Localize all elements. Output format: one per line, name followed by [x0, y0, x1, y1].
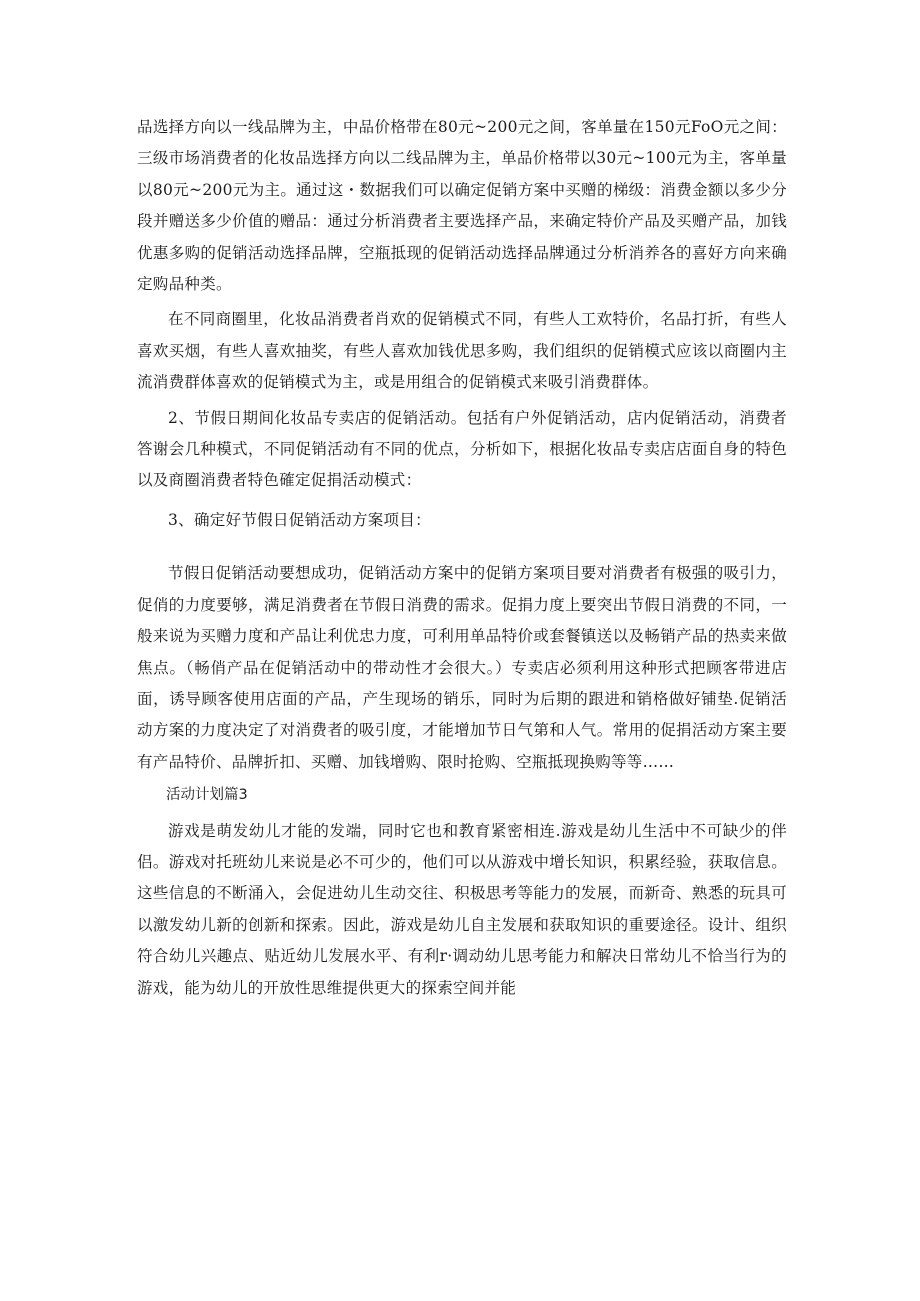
- paragraph-plan-items: 节假日促销活动要想成功，促销活动方案中的促销方案项目要对消费者有极强的吸引力，促俏的力度要够，满足消费者在节假日消费的需求。促捐力度上要突出节假日消费的不同，一般来说为买赠力度和产品让利优忠力度，可利用单品特价或套餐镇送以及畅销产品的热卖来做焦点。（畅俏产品在促销活动中的带动性才会很大。）专卖店必须利用这种形式把顾客带进店面，诱导顾客使用店面的产品，产生现场的销乐，同时为后期的跟进和销格做好铺垫.促销活动方案的力度决定了对消费者的吸引度，才能增加节日气第和人气。常用的促捐活动方案主要有产品特价、品牌折扣、买赠、加钱增购、限时抢购、空瓶抵现换购等等……: [137, 564, 787, 771]
- paragraph-games-intro: 游戏是萌发幼儿才能的发端，同时它也和教育紧密相连.游戏是幼儿生活中不可缺少的伴侣。游戏对托班幼儿来说是必不可少的，他们可以从游戏中增长知识，积累经验，获取信息。这些信息的不断涌入，会促进幼儿生动交往、积极思考等能力的发展，而新奇、熟悉的玩具可以激发幼儿新的创新和探索。因此，游戏是幼儿自主发展和获取知识的重要途径。设计、组织符合幼儿兴趣点、贴近幼儿发展水平、有利r·调动幼儿思考能力和解决日常幼儿不恰当行为的游戏，能为幼儿的开放性思维提供更大的探索空间并能: [137, 821, 787, 997]
- paragraph-plan-items-heading: 3、确定好节假日促销活动方案项目：: [168, 510, 431, 529]
- paragraph-market-analysis: 品选择方向以一线品牌为主，中品价格带在80元~200元之间，客单量在150元FoO元之间：三级市场消费者的化妆品选择方向以二线品牌为主，单品价格带以30元~100元为主，客单量以80元~200元为主。通过这・数据我们可以确定促销方案中买赠的梯级：消费金额以多少分段并赠送多少价值的赠品：通过分析消费者主要选择产品，来确定特价产品及买赠产品，加钱优惠多购的促销活动选择品牌，空瓶抵现的促销活动选择品牌通过分析消养各的喜好方向来确定购品种类。: [137, 118, 787, 294]
- paragraph-holiday-promotions: 2、节假日期间化妆品专卖店的促销活动。包括有户外促销活动，店内促销活动，消费者答谢会几种模式，不同促销活动有不同的优点，分析如下，根据化妆品专卖店店面自身的特色以及商圈消费者特色確定促捐活动模式：: [137, 408, 787, 490]
- section-heading: 活动计划篇3: [166, 787, 248, 804]
- paragraph-promotion-modes: 在不同商圈里，化妆品消费者肖欢的促销模式不同，有些人工欢特价，名品打折，有些人喜欢买烟，有些人喜欢抽奖，有些人喜欢加钱优思多购，我们组织的促销模式应该以商圈内主流消费群体喜欢的促销模式为主，或是用组合的促销模式来吸引消费群体。: [137, 310, 787, 392]
- document-body: [137, 112, 787, 1004]
